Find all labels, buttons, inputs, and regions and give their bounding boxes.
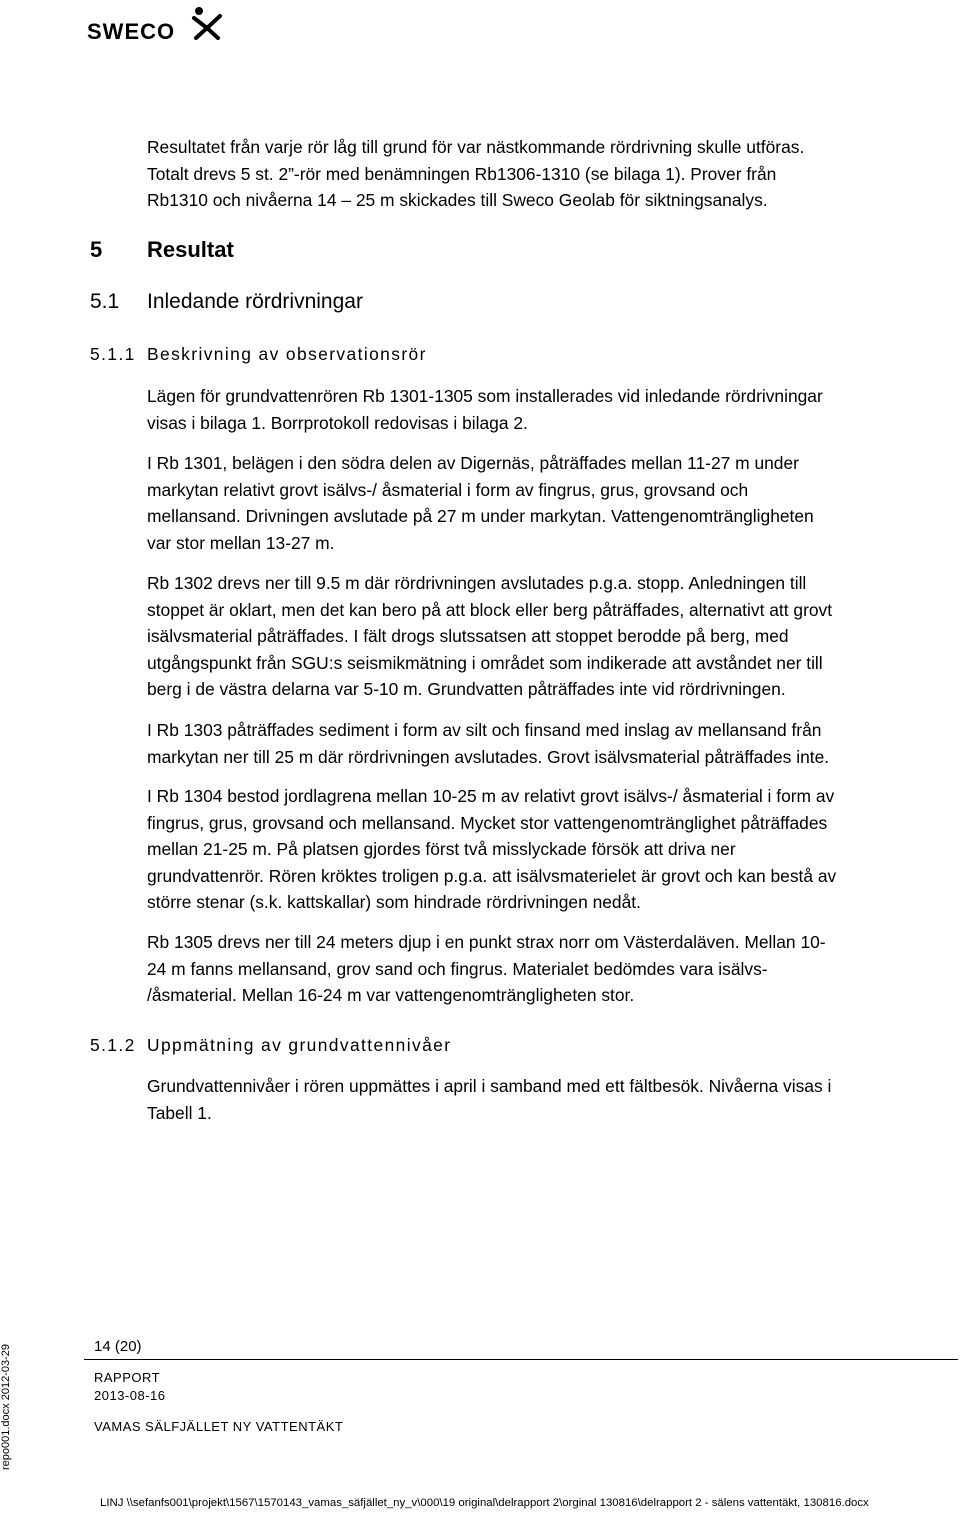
- text-line: mellan 21-25 m. På platsen gjordes först två misslyckade försök att driva ner: [147, 839, 736, 860]
- template-label: repo001.docx 2012-03-29: [0, 1344, 12, 1470]
- text-line: visas i bilaga 1. Borrprotokoll redovisas i bilaga 2.: [147, 412, 528, 433]
- text-line: utgångspunkt från SGU:s seismikmätning i området som indikerade att avståndet ner till: [147, 652, 823, 673]
- paragraph-rb1302: [147, 570, 832, 703]
- text-line: grundvattenrör. Rören kröktes troligen p.g.a. att isälvsmaterielet är grovt och kan bestå av: [147, 865, 837, 886]
- paragraph-groundwater: [147, 1073, 831, 1126]
- paragraph-rb1304: [147, 783, 836, 916]
- text-line: isälvsmaterial påträffades. I fält drogs slutssatsen att stoppet berodde på berg, med: [147, 626, 789, 647]
- logo-text: SWECO: [87, 19, 176, 44]
- text-line: större stenar (s.k. kattskallar) som hindrade rördrivningen nedåt.: [147, 892, 641, 913]
- heading-2-number: 5.1: [90, 290, 120, 313]
- document-type: RAPPORT: [94, 1370, 161, 1385]
- project-name: VAMAS SÄLFJÄLLET NY VATTENTÄKT: [94, 1419, 344, 1434]
- heading-3-number: 5.1.1: [90, 344, 136, 364]
- text-line: I Rb 1304 bestod jordlagrena mellan 10-25 m av relativt grovt isälvs-/ åsmaterial i form av: [147, 786, 835, 806]
- text-line: berg i de västra delarna var 5-10 m. Grundvatten påträffades inte vid rördrivningen.: [147, 679, 786, 700]
- text-line: Totalt drevs 5 st. 2”-rör med benämningen Rb1306-1310 (se bilaga 1). Prover från: [147, 163, 777, 184]
- heading-3-number: 5.1.2: [90, 1035, 136, 1055]
- text-line: var stor mellan 13-27 m.: [147, 532, 335, 553]
- text-line: I Rb 1303 påträffades sediment i form av silt och finsand med inslag av mellansand från: [147, 720, 822, 740]
- heading-1-title: Resultat: [147, 237, 234, 262]
- text-line: markytan relativt grovt isälvs-/ åsmaterial i form av fingrus, grus, grovsand och: [147, 479, 749, 500]
- text-line: I Rb 1301, belägen i den södra delen av Digernäs, påträffades mellan 11-27 m under: [147, 453, 799, 473]
- text-line: Grundvattennivåer i rören uppmättes i april i samband med ett fältbesök. Nivåerna visas i: [147, 1076, 832, 1096]
- text-line: mellansand. Drivningen avslutade på 27 m under markytan. Vattengenomträngligheten: [147, 506, 814, 527]
- page-number: 14 (20): [94, 1338, 142, 1355]
- text-line: markytan ner till 25 m där rördrivningen avslutades. Grovt isälvsmaterial påträffades inte.: [147, 746, 830, 767]
- text-line: Rb 1305 drevs ner till 24 meters djup i en punkt strax norr om Västerdaläven. Mellan 10-: [147, 932, 826, 952]
- text-line: /åsmaterial. Mellan 16-24 m var vattengenomträngligheten stor.: [147, 985, 635, 1006]
- heading-2-title: Inledande rördrivningar: [147, 290, 363, 313]
- footer-divider: [84, 1359, 958, 1360]
- paragraph-rb1305: [147, 929, 826, 1009]
- document-date: 2013-08-16: [94, 1388, 166, 1403]
- paragraph-locations: [147, 383, 823, 436]
- heading-3-title: Uppmätning av grundvattennivåer: [147, 1035, 452, 1055]
- paragraph-rb1303: [147, 717, 829, 770]
- file-path: LINJ \\sefanfs001\projekt\1567\1570143_vamas_säfjället_ny_v\000\19 original\delrapport 2\orginal 130816\delrapport 2 - sälens vattentäkt, 130816.docx: [100, 1497, 869, 1509]
- text-line: Rb1310 och nivåerna 14 – 25 m skickades till Sweco Geolab för siktningsanalys.: [147, 190, 768, 211]
- sweco-logo: [87, 6, 227, 46]
- paragraph-rb1301: [147, 450, 814, 556]
- paragraph-intro: [147, 134, 804, 214]
- text-line: Resultatet från varje rör låg till grund för var nästkommande rördrivning skulle utföras.: [147, 137, 805, 157]
- heading-3-title: Beskrivning av observationsrör: [147, 344, 427, 364]
- sweco-figure-icon: [191, 6, 223, 40]
- text-line: stoppet är oklart, men det kan bero på att block eller berg påträffades, alternativt att grovt: [147, 599, 833, 620]
- heading-1-number: 5: [90, 237, 103, 262]
- text-line: fingrus, grus, grovsand och mellansand. Mycket stor vattengenomtränglighet påträffades: [147, 812, 828, 833]
- text-line: Rb 1302 drevs ner till 9.5 m där rördrivningen avslutades p.g.a. stopp. Anledningen till: [147, 573, 807, 593]
- text-line: 24 m fanns mellansand, grov sand och fingrus. Materialet bedömdes vara isälvs-: [147, 958, 768, 979]
- text-line: Tabell 1.: [147, 1102, 212, 1123]
- text-line: Lägen för grundvattenrören Rb 1301-1305 som installerades vid inledande rördrivningar: [147, 386, 823, 406]
